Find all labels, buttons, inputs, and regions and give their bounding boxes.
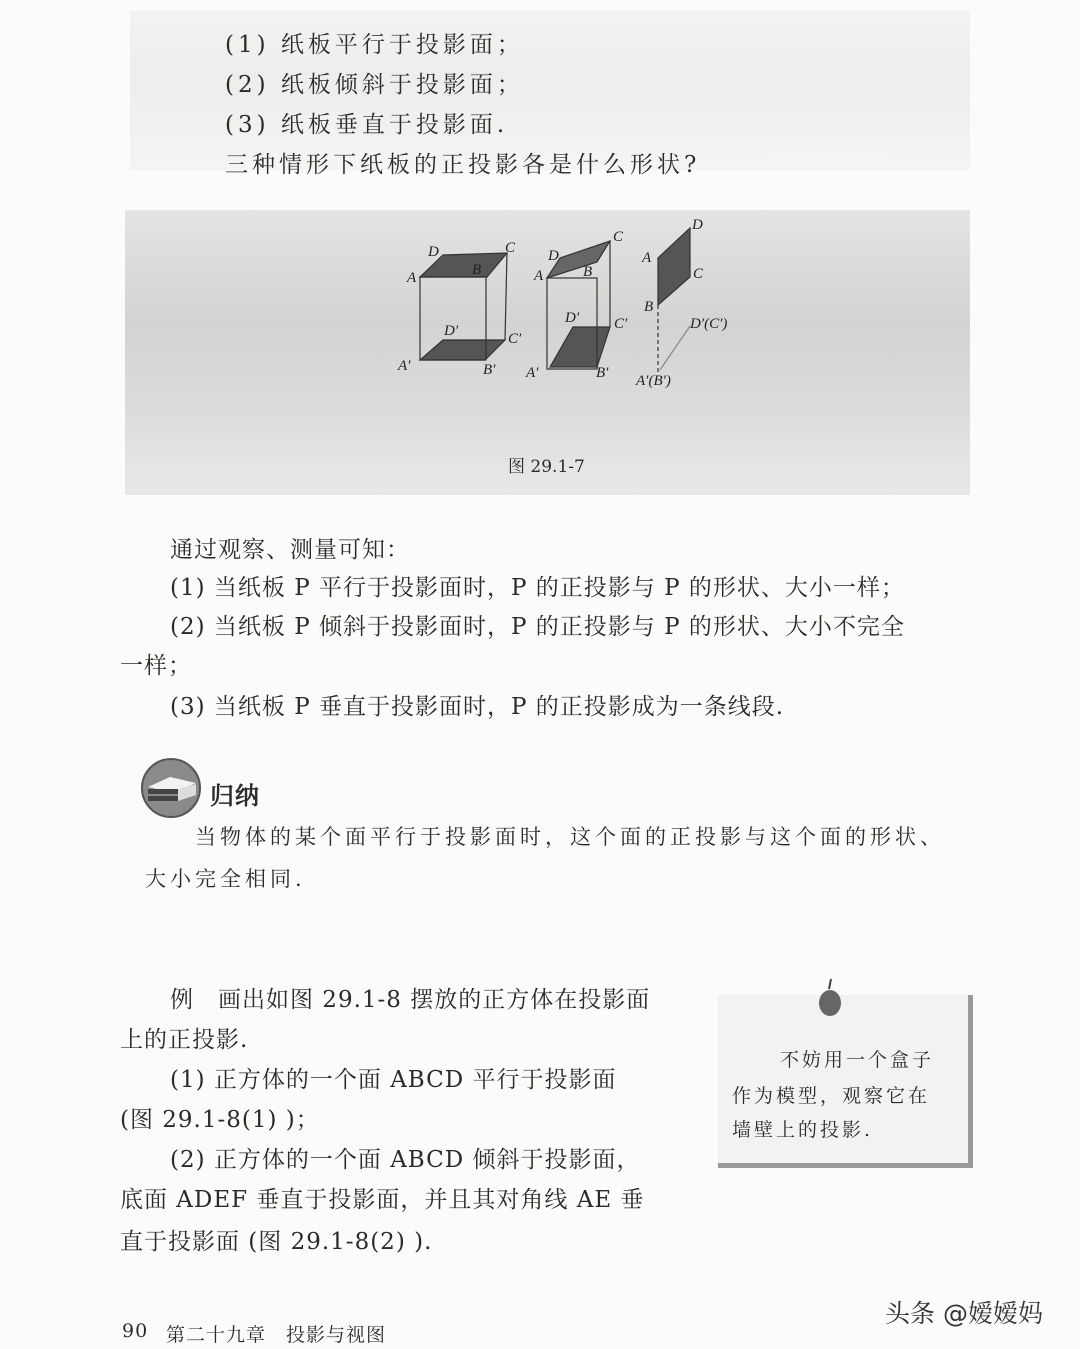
intro-item-2: (2) 纸板倾斜于投影面； xyxy=(225,72,524,98)
label-a-prime: A′ xyxy=(398,358,411,374)
label-d-prime: D′ xyxy=(444,323,459,339)
label-c: C xyxy=(613,229,624,245)
label-a: A xyxy=(407,270,417,286)
label-d-prime: D′ xyxy=(565,310,580,326)
observation-2b: 一样； xyxy=(120,653,192,679)
side-note-box xyxy=(718,995,973,1168)
figure-29-1-7 xyxy=(0,0,1080,500)
label-b: B xyxy=(583,264,593,280)
example-line-6: 底面 ADEF 垂直于投影面，并且其对角线 AE 垂 xyxy=(120,1187,645,1213)
summary-title: 归纳 xyxy=(210,782,260,810)
pear-icon xyxy=(816,977,846,1017)
label-d-c-prime: D′(C′) xyxy=(690,316,728,332)
cube-parallel xyxy=(420,253,507,360)
label-d: D xyxy=(692,217,703,233)
label-d: D xyxy=(548,248,559,264)
example-line-3: (1) 正方体的一个面 ABCD 平行于投影面 xyxy=(170,1067,617,1093)
figure-caption: 图 29.1-7 xyxy=(508,457,585,477)
observation-2a: (2) 当纸板 P 倾斜于投影面时，P 的正投影与 P 的形状、大小不完全 xyxy=(170,614,905,640)
books-icon xyxy=(140,757,202,819)
label-c-prime: C′ xyxy=(614,316,628,332)
label-c: C xyxy=(693,266,704,282)
board-perpendicular xyxy=(658,228,690,372)
label-d: D xyxy=(428,244,439,260)
chapter-title: 第二十九章 投影与视图 xyxy=(166,1324,387,1346)
page-number: 90 xyxy=(122,1320,149,1342)
label-b: B xyxy=(644,299,654,315)
label-a-b-prime: A′(B′) xyxy=(636,373,671,389)
intro-item-1: (1) 纸板平行于投影面； xyxy=(225,32,524,58)
example-line-4: (图 29.1-8(1) )； xyxy=(120,1107,320,1133)
label-b-prime: B′ xyxy=(596,365,609,381)
side-note-line-2: 作为模型，观察它在 xyxy=(732,1085,931,1107)
observation-1: (1) 当纸板 P 平行于投影面时，P 的正投影与 P 的形状、大小一样； xyxy=(170,575,905,601)
label-b-prime: B′ xyxy=(483,362,496,378)
label-c: C xyxy=(505,240,516,256)
watermark: 头条 @嫒嫒妈 xyxy=(885,1299,1043,1328)
intro-item-3: (3) 纸板垂直于投影面. xyxy=(225,112,509,138)
example-line-2: 上的正投影. xyxy=(120,1027,249,1053)
label-a: A xyxy=(642,250,652,266)
intro-question: 三种情形下纸板的正投影各是什么形状? xyxy=(225,152,701,178)
label-a-prime: A′ xyxy=(526,365,539,381)
example-line-1: 例 画出如图 29.1-8 摆放的正方体在投影面 xyxy=(170,987,651,1013)
label-a: A xyxy=(534,268,544,284)
example-line-7: 直于投影面 (图 29.1-8(2) ). xyxy=(120,1229,433,1255)
observation-lead: 通过观察、测量可知： xyxy=(170,537,410,563)
summary-line-1: 当物体的某个面平行于投影面时，这个面的正投影与这个面的形状、 xyxy=(195,825,945,849)
side-note-line-1: 不妨用一个盒子 xyxy=(780,1049,935,1071)
observation-3: (3) 当纸板 P 垂直于投影面时，P 的正投影成为一条线段. xyxy=(170,694,785,720)
side-note-line-3: 墙壁上的投影. xyxy=(732,1119,874,1141)
summary-line-2: 大小完全相同. xyxy=(145,867,306,891)
label-c-prime: C′ xyxy=(508,331,522,347)
label-b: B xyxy=(472,262,482,278)
example-line-5: (2) 正方体的一个面 ABCD 倾斜于投影面， xyxy=(170,1147,641,1173)
